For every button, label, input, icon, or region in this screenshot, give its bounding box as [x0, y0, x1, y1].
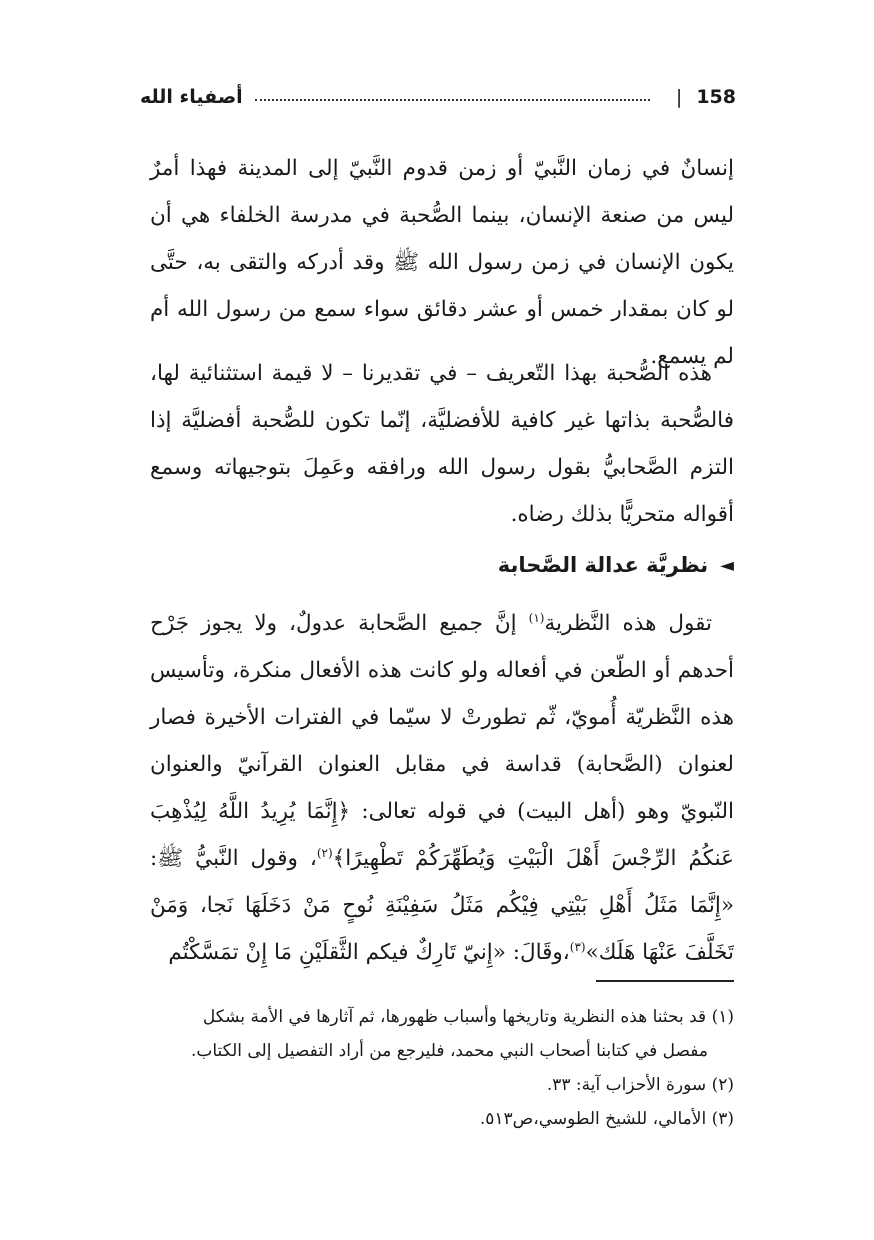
- header-separator: |: [675, 86, 683, 108]
- book-title: أصفياء الله: [140, 86, 243, 108]
- paragraph-3-text: [150, 600, 734, 976]
- footnote-ref-1[interactable]: (١): [528, 610, 545, 625]
- footnote-ref-3[interactable]: (٣): [569, 939, 586, 954]
- running-header: [140, 82, 736, 112]
- footnote-2: (٢) سورة الأحزاب آية: ٣٣.: [546, 1075, 734, 1095]
- section-title: نظريَّة عدالة الصَّحابة: [497, 553, 709, 577]
- left-pointer-icon: ◄: [720, 554, 734, 576]
- paragraph-1-text: إنسانٌ في زمان النَّبيّ أو زمن قدوم النَّبيّ إلى المدينة فهذا أمرٌ ليس من صنعة الإنسان، بينما الصُّحبة في مدرسة الخلفاء هي أن يكون الإنسان في زمن رسول الله ﷺ وقد أدركه والتقى به، حتَّى لو كان بمقدار خمس أو عشر دقائق سواء سمع من رسول الله أم لم يسمع.: [150, 156, 734, 369]
- paragraph-3: [150, 600, 734, 976]
- section-heading: [150, 548, 734, 582]
- footnote-1-line-1: (١) قد بحثنا هذه النظرية وتاريخها وأسباب ظهورها، ثم آثارها في الأمة بشكل: [202, 1007, 734, 1027]
- footnote-1-line-2: مفصل في كتابنا أصحاب النبي محمد، فليرجع من أراد التفصيل إلى الكتاب.: [190, 1041, 708, 1061]
- paragraph-2-text: هذه الصُّحبة بهذا التّعريف – في تقديرنا – لا قيمة استثنائية لها، فالصُّحبة بذاتها غير كافية للأفضليَّة، إنّما تكون للصُّحبة أفضليَّة إذا التزم الصَّحابيُّ بقول رسول الله ورافقه وعَمِلَ بتوجيهاته وسمع أقواله متحريًّا بذلك رضاه.: [150, 361, 734, 527]
- footnote-3: (٣) الأمالي، للشيخ الطوسي،ص٥١٣.: [479, 1109, 734, 1129]
- header-dot-leader: [255, 99, 650, 101]
- footnotes: [150, 1000, 734, 1136]
- footnote-ref-2[interactable]: (٢): [316, 845, 333, 860]
- paragraph-2: [150, 350, 734, 538]
- paragraph-1: [150, 145, 734, 380]
- paragraph-3-part-4: ،وقَالَ: «إِنيّ تَارِكٌ فيكم الثَّقلَيْنِ مَا إِنْ تمَسَّكْتُم: [168, 940, 570, 965]
- paragraph-3-part-1: تقول هذه النَّظرية: [544, 611, 712, 636]
- paragraph-3-part-3: ، وقول النَّبيُّ ﷺ: «إِنَّمَا مَثَلُ أَهْلِ بَيْتِي فِيْكُم مَثَلُ سَفِيْنَةِ نُوحٍ مَنْ دَخَلَهَا نَجا، وَمَنْ تَخَلَّفَ عَنْهَا هَلَك»: [150, 846, 734, 965]
- paragraph-3-part-2: إنَّ جميع الصَّحابة عدولٌ، ولا يجوز جَرْح أحدهم أو الطّعن في أفعاله ولو كانت هذه الأفعال منكرة، وتأسيس هذه النَّظريّة أُمويّ، ثّم تطورتْ لا سيّما في الفترات الأخيرة فصار لعنوان (الصَّحابة) قداسة في مقابل العنوان القرآنيّ والعنوان النّبويّ وهو (أهل البيت) في قوله تعالى: ﴿إِنَّمَا يُرِيدُ اللَّهُ لِيُذْهِبَ عَنكُمُ الرِّجْسَ أَهْلَ الْبَيْتِ وَيُطَهِّرَكُمْ تَطْهِيرًا﴾: [150, 611, 734, 871]
- footnote-divider: [596, 980, 734, 982]
- page-number: 158: [696, 86, 736, 108]
